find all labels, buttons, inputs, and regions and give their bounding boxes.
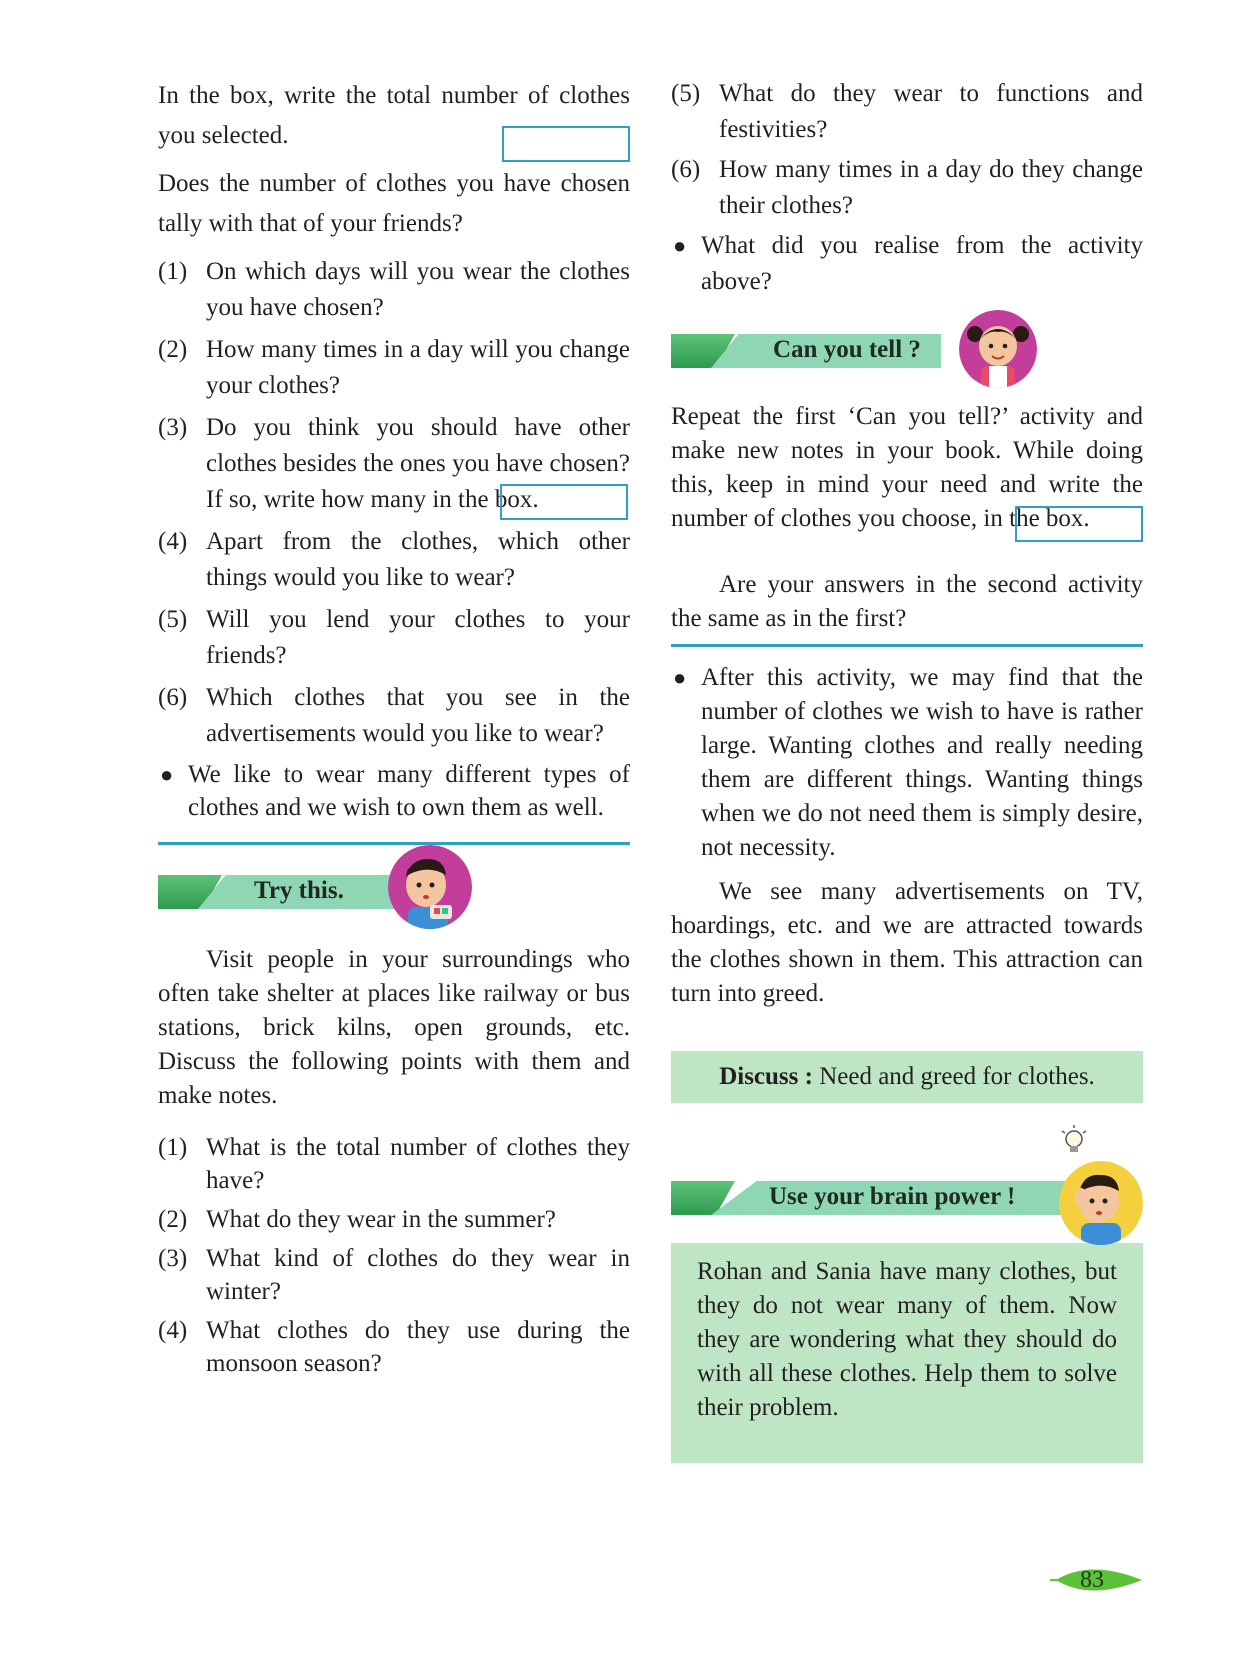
bullet-icon: ●	[673, 665, 687, 690]
tally-question: Does the number of clothes you have chosen tally with that of your friends?	[158, 170, 630, 237]
question-number: (3)	[158, 1245, 188, 1272]
question-number: (4)	[158, 1317, 188, 1344]
bullet-text: What did you realise from the activity above?	[701, 232, 1143, 295]
answer-box-total[interactable]	[502, 126, 630, 162]
question-text: On which days will you wear the clothes you have chosen?	[206, 258, 630, 321]
boy-avatar-icon	[388, 845, 472, 929]
bullet-point	[671, 228, 1143, 300]
discuss-box	[671, 1051, 1143, 1103]
question-text: Apart from the clothes, which other things would you like to wear?	[206, 528, 630, 591]
list-item	[158, 524, 630, 596]
bullet-point	[158, 758, 630, 824]
question-text: Which clothes that you see in the advertisements would you like to wear?	[206, 684, 630, 747]
question-number: (1)	[158, 1134, 188, 1161]
brain-power-title: Use your brain power !	[769, 1183, 1016, 1210]
question-number: (5)	[671, 80, 701, 107]
ads-paragraph: We see many advertisements on TV, hoardings, etc. and we are attracted towards the clothes shown in them. This attraction can turn into greed.	[671, 878, 1143, 1007]
question-text: Will you lend your clothes to your friends?	[206, 606, 630, 669]
list-item	[158, 410, 630, 518]
list-item	[158, 680, 630, 752]
list-item	[158, 254, 630, 326]
question-number: (6)	[158, 684, 188, 711]
question-number: (2)	[158, 1206, 188, 1233]
question-number: (6)	[671, 156, 701, 183]
question-number: (1)	[158, 258, 188, 285]
girl-avatar-icon	[959, 310, 1037, 388]
question-text: What do they wear in the summer?	[206, 1206, 556, 1233]
answer-box-other[interactable]	[500, 484, 628, 520]
discuss-label: Discuss :	[719, 1063, 813, 1090]
question-text: How many times in a day will you change your clothes?	[206, 336, 630, 399]
question-number: (4)	[158, 528, 188, 555]
can-you-tell-text: Repeat the first ‘Can you tell?’ activity and make new notes in your book. While doing this, keep in mind your need and write the number of clothes you choose, in the box.	[671, 403, 1143, 532]
list-item	[671, 152, 1143, 224]
question-text: What is the total number of clothes they have?	[206, 1134, 630, 1194]
list-item	[158, 1131, 630, 1197]
can-you-tell-title: Can you tell ?	[773, 336, 921, 363]
discuss-text: Need and greed for clothes.	[819, 1063, 1095, 1090]
brain-power-banner	[671, 1173, 1143, 1221]
can-you-tell-banner	[671, 326, 1143, 374]
thinking-boy-icon	[1059, 1161, 1143, 1245]
list-item	[158, 1242, 630, 1308]
list-item	[671, 76, 1143, 148]
bullet-text: We like to wear many different types of clothes and we wish to own them as well.	[188, 761, 630, 821]
answer-box-wrap	[671, 536, 1143, 548]
list-item	[158, 602, 630, 674]
try-this-title: Try this.	[254, 877, 344, 904]
divider	[158, 842, 630, 845]
bullet-icon: ●	[160, 762, 174, 787]
question-list	[158, 254, 630, 752]
answer-box-need[interactable]	[1015, 506, 1143, 542]
brain-power-box	[671, 1243, 1143, 1463]
bullet-icon: ●	[673, 233, 687, 258]
question-text: How many times in a day do they change their clothes?	[719, 156, 1143, 219]
bullet-text: After this activity, we may find that the number of clothes we wish to have is rather large. Wanting clothes and really needing them are different things. Wanting things when we do not need them is simply desire, not necessity.	[701, 664, 1143, 861]
brain-power-text: Rohan and Sania have many clothes, but they do not wear many of them. Now they are wondering what they should do with all these clothes. Help them to solve their problem.	[697, 1258, 1117, 1421]
question-text: What kind of clothes do they wear in winter?	[206, 1245, 630, 1305]
question-text: Do you think you should have other clothes besides the ones you have chosen? If so, write how many in the box.	[206, 414, 630, 513]
left-column	[158, 76, 630, 1380]
question-number: (3)	[158, 414, 188, 441]
followup-text: Are your answers in the second activity the same as in the first?	[671, 571, 1143, 632]
list-item	[158, 1314, 630, 1380]
try-this-text: Visit people in your surroundings who often take shelter at places like railway or bus stations, brick kilns, open grounds, etc. Discuss the following points with them and make notes.	[158, 946, 630, 1109]
bullet-point	[671, 661, 1143, 865]
question-number: (2)	[158, 336, 188, 363]
lightbulb-icon	[1059, 1125, 1089, 1161]
question-text: What do they wear to functions and festivities?	[719, 80, 1143, 143]
right-column	[671, 76, 1143, 1463]
list-item	[158, 332, 630, 404]
try-this-question-list	[158, 1131, 630, 1380]
list-item	[158, 1203, 630, 1236]
question-text: What clothes do they use during the monsoon season?	[206, 1317, 630, 1377]
question-list	[671, 76, 1143, 224]
try-this-banner	[158, 867, 630, 915]
intro-block	[158, 76, 630, 156]
question-number: (5)	[158, 606, 188, 633]
divider	[671, 644, 1143, 647]
intro-text: In the box, write the total number of clothes you selected.	[158, 82, 630, 149]
page-number: 83	[1080, 1567, 1104, 1593]
page-number-badge	[1050, 1563, 1146, 1597]
